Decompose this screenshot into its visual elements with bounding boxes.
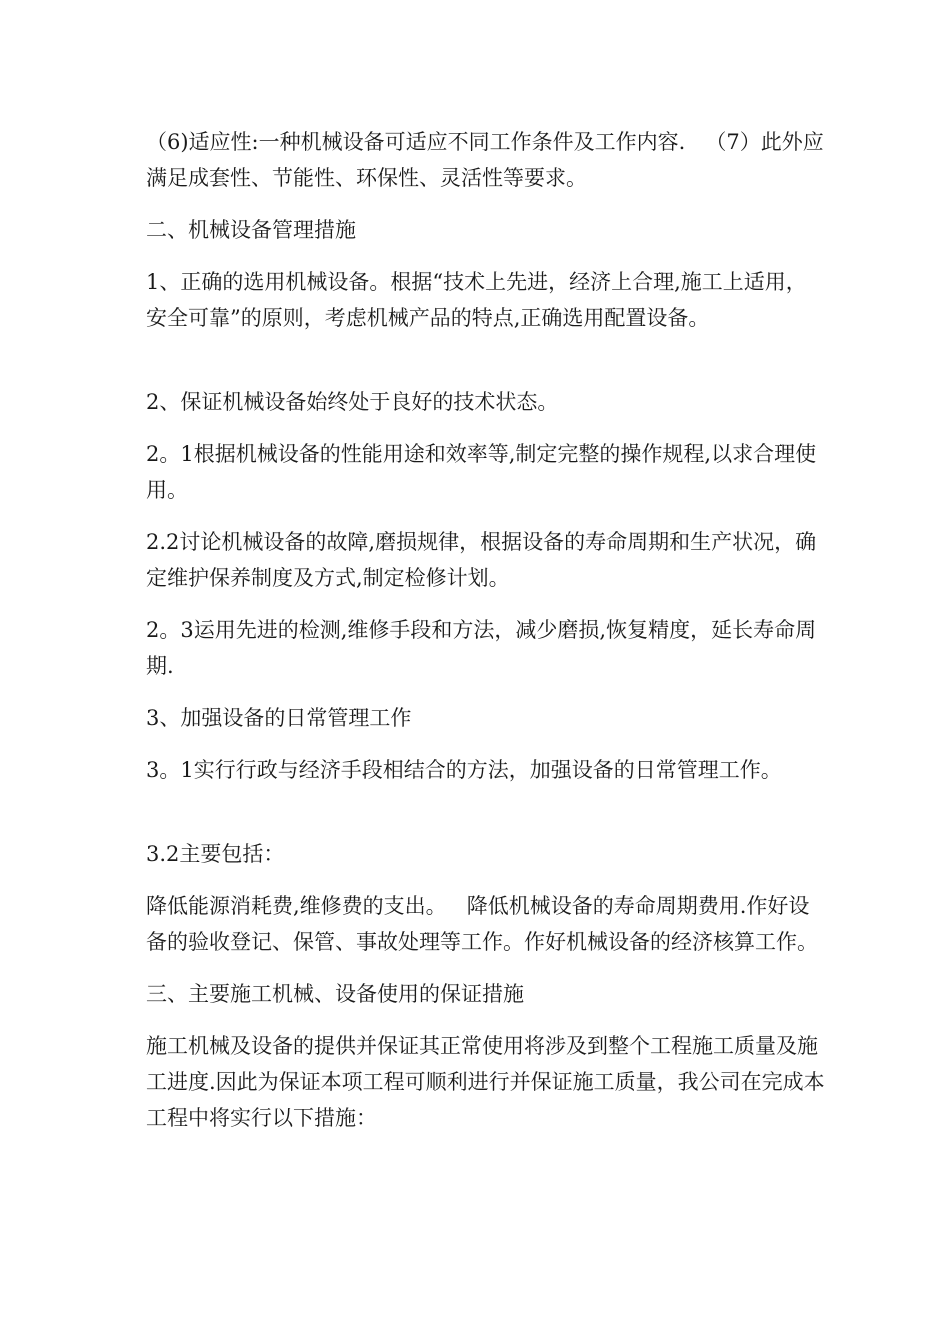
document-body xyxy=(146,124,826,1136)
paragraph-item-2-1: 2。1根据机械设备的性能用途和效率等,制定完整的操作规程,以求合理使用。 xyxy=(146,442,817,502)
paragraph-adaptability: （6)适应性:一种机械设备可适应不同工作条件及工作内容. （7）此外应满足成套性、节能性、环保性、灵活性等要求。 xyxy=(146,130,824,190)
paragraph-item-2: 2、保证机械设备始终处于良好的技术状态。 xyxy=(146,390,559,414)
section-heading-2: 二、机械设备管理措施 xyxy=(146,218,356,242)
section-heading-3: 三、主要施工机械、设备使用的保证措施 xyxy=(146,982,524,1006)
paragraph-item-3-2: 3.2主要包括： xyxy=(146,842,285,866)
paragraph-item-2-2: 2.2讨论机械设备的故障,磨损规律，根据设备的寿命周期和生产状况，确定维护保养制度及方式,制定检修计划。 xyxy=(146,530,817,590)
paragraph-item-3: 3、加强设备的日常管理工作 xyxy=(146,706,412,730)
paragraph-equipment-guarantee: 施工机械及设备的提供并保证其正常使用将涉及到整个工程施工质量及施工进度.因此为保证本项工程可顺利进行并保证施工质量，我公司在完成本工程中将实行以下措施： xyxy=(146,1034,825,1130)
paragraph-item-2-3: 2。3运用先进的检测,维修手段和方法，减少磨损,恢复精度，延长寿命周期. xyxy=(146,618,817,678)
paragraph-cost-reduction: 降低能源消耗费,维修费的支出。 降低机械设备的寿命周期费用.作好设备的验收登记、保管、事故处理等工作。作好机械设备的经济核算工作。 xyxy=(146,894,818,954)
paragraph-item-3-1: 3。1实行行政与经济手段相结合的方法，加强设备的日常管理工作。 xyxy=(146,758,782,782)
paragraph-item-1: 1、正确的选用机械设备。根据“技术上先进，经济上合理,施工上适用，安全可靠”的原则，考虑机械产品的特点,正确选用配置设备。 xyxy=(146,270,807,330)
